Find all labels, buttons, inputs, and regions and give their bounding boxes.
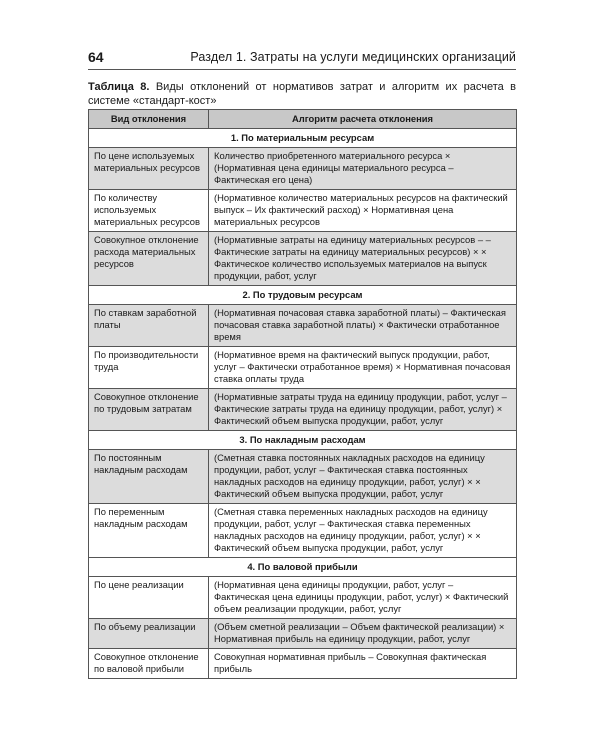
running-title: Раздел 1. Затраты на услуги медицинских организаций [190, 50, 516, 64]
deviation-algorithm: (Нормативные затраты на единицу материальных ресурсов – – Фактические затраты на единицу материальных ресурсов) × × Фактическое количество используемых материалов на выпуск продукции, работ, услуг [209, 232, 517, 286]
deviation-algorithm: (Нормативное время на фактический выпуск продукции, работ, услуг – Фактически отработанное время) × Нормативная почасовая ставка оплаты труда [209, 347, 517, 389]
table-row [89, 389, 517, 431]
deviation-type: Совокупное отклонение расхода материальных ресурсов [89, 232, 209, 286]
table-row [89, 305, 517, 347]
section-title: 3. По накладным расходам [89, 431, 517, 450]
table-row [89, 504, 517, 558]
deviation-table [88, 109, 517, 679]
deviation-type: По количеству используемых материальных ресурсов [89, 190, 209, 232]
deviation-type: По цене реализации [89, 577, 209, 619]
deviation-type: Совокупное отклонение по валовой прибыли [89, 649, 209, 679]
table-row [89, 450, 517, 504]
section-row [89, 129, 517, 148]
deviation-algorithm: (Объем сметной реализации – Объем фактической реализации) × Нормативная прибыль на единицу продукции, работ, услуг [209, 619, 517, 649]
table-row [89, 190, 517, 232]
table-caption [88, 80, 516, 108]
deviation-algorithm: (Нормативная почасовая ставка заработной платы) – Фактическая почасовая ставка заработной платы) × Фактически отработанное время [209, 305, 517, 347]
deviation-algorithm: (Нормативные затраты труда на единицу продукции, работ, услуг – Фактические затраты труда на единицу продукции, работ, услуг) × Фактический объем выпуска продукции, работ, услуг [209, 389, 517, 431]
col-header-algorithm: Алгоритм расчета отклонения [209, 110, 517, 129]
deviation-type: По цене используемых материальных ресурсов [89, 148, 209, 190]
deviation-algorithm: (Нормативная цена единицы продукции, работ, услуг – Фактическая цена единицы продукции, работ, услуг) × Фактический объем реализации продукции, работ, услуг [209, 577, 517, 619]
deviation-type: По объему реализации [89, 619, 209, 649]
section-title: 2. По трудовым ресурсам [89, 286, 517, 305]
deviation-algorithm: (Нормативное количество материальных ресурсов на фактический выпуск – Их фактический расход) × Нормативная цена материальных ресурсов [209, 190, 517, 232]
section-row [89, 558, 517, 577]
deviation-type: Совокупное отклонение по трудовым затратам [89, 389, 209, 431]
table-label: Таблица 8. [88, 81, 150, 93]
deviation-algorithm: (Сметная ставка постоянных накладных расходов на единицу продукции, работ, услуг – Фактическая ставка постоянных накладных расходов на единицу продукции, работ, услуг) × × Фактический объем выпуска продукции, работ, услуг [209, 450, 517, 504]
page-number: 64 [88, 49, 104, 65]
table-row [89, 619, 517, 649]
section-row [89, 431, 517, 450]
deviation-type: По переменным накладным расходам [89, 504, 209, 558]
section-row [89, 286, 517, 305]
col-header-deviation-type: Вид отклонения [89, 110, 209, 129]
table-caption-text: Виды отклонений от нормативов затрат и алгоритм их расчета в системе «стандарт-кост» [88, 81, 516, 107]
table-row [89, 232, 517, 286]
table-header-row [89, 110, 517, 129]
deviation-algorithm: (Сметная ставка переменных накладных расходов на единицу продукции, работ, услуг – Фактическая ставка переменных накладных расходов на единицу продукции, работ, услуг) × × Фактический объем выпуска продукции, работ, услуг [209, 504, 517, 558]
deviation-type: По производительности труда [89, 347, 209, 389]
deviation-algorithm: Количество приобретенного материального ресурса × (Нормативная цена единицы материального ресурса – Фактическая его цена) [209, 148, 517, 190]
table-row [89, 649, 517, 679]
page-header [88, 47, 516, 70]
table-row [89, 577, 517, 619]
section-title: 4. По валовой прибыли [89, 558, 517, 577]
table-row [89, 347, 517, 389]
section-title: 1. По материальным ресурсам [89, 129, 517, 148]
deviation-type: По ставкам заработной платы [89, 305, 209, 347]
deviation-algorithm: Совокупная нормативная прибыль – Совокупная фактическая прибыль [209, 649, 517, 679]
deviation-type: По постоянным накладным расходам [89, 450, 209, 504]
table-row [89, 148, 517, 190]
